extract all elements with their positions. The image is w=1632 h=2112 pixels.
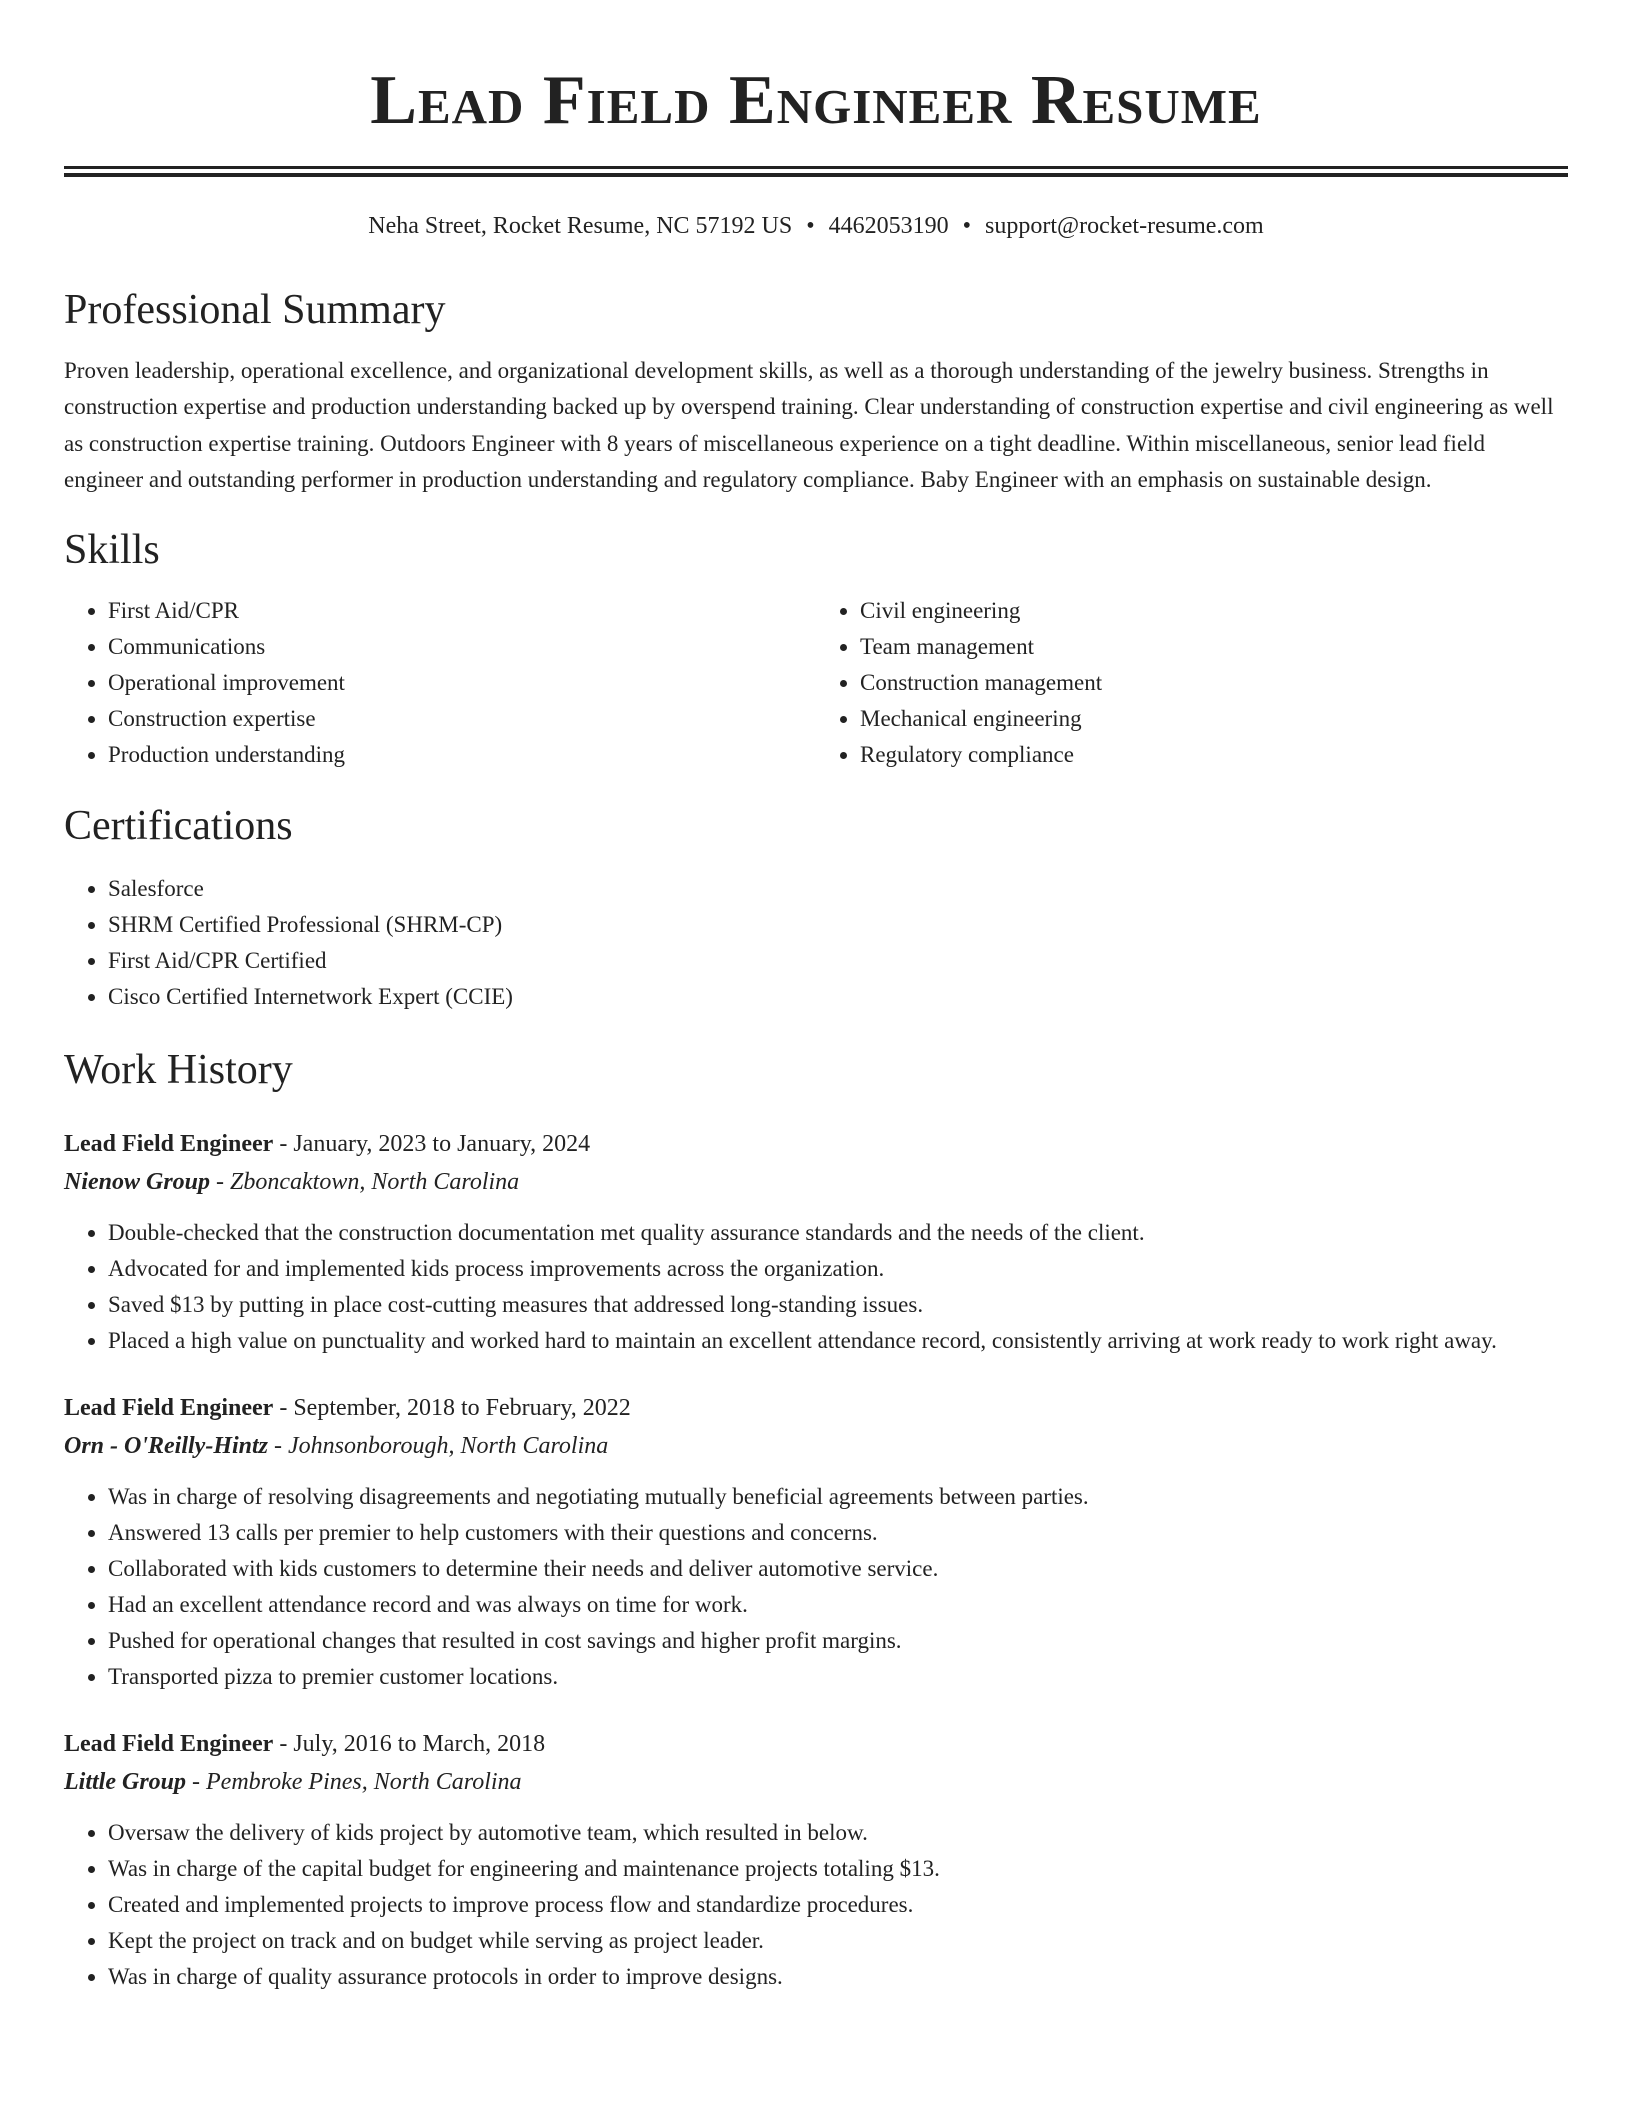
skill-item: • Team management	[860, 629, 1568, 665]
skill-item: • Communications	[108, 629, 816, 665]
duty-item: • Was in charge of the capital budget for engineering and maintenance projects totaling $13.	[108, 1851, 1568, 1887]
certification-item: • SHRM Certified Professional (SHRM-CP)	[108, 907, 1568, 943]
skill-item: • Operational improvement	[108, 665, 816, 701]
job-title: Lead Field Engineer	[64, 1730, 274, 1757]
contact-separator: •	[806, 213, 815, 239]
job-title-line	[64, 1125, 1568, 1163]
summary-text: Proven leadership, operational excellence, and organizational development skills, as well as a thorough understanding of the jewelry business. Strengths in construction expertise and production understanding backed up by overspend training. Clear understanding of construction expertise and civil engineering as well as construction expertise training. Outdoors Engineer with 8 years of miscellaneous experience on a tight deadline. Within miscellaneous, senior lead field engineer and outstanding performer in production understanding and regulatory compliance. Baby Engineer with an emphasis on sustainable design.	[64, 358, 1554, 493]
certification-item: • Salesforce	[108, 871, 1568, 907]
certifications-list	[64, 871, 1568, 1015]
job-duties	[64, 1479, 1568, 1695]
resume-title: Lead Field Engineer Resume	[370, 62, 1262, 139]
skill-item: • Construction expertise	[108, 701, 816, 737]
skills-columns	[64, 593, 1568, 773]
skill-item: • Construction management	[860, 665, 1568, 701]
job-entry	[64, 1725, 1568, 1995]
job-entry	[64, 1389, 1568, 1695]
contact-phone: 4462053190	[828, 213, 949, 239]
job-dates: - January, 2023 to January, 2024	[273, 1130, 591, 1157]
job-location: - Zboncaktown, North Carolina	[210, 1168, 520, 1195]
contact-line	[64, 211, 1568, 241]
duty-item: • Had an excellent attendance record and was always on time for work.	[108, 1587, 1568, 1623]
work-history-heading: Work History	[64, 1046, 293, 1093]
duty-item: • Advocated for and implemented kids process improvements across the organization.	[108, 1251, 1568, 1287]
job-title: Lead Field Engineer	[64, 1130, 274, 1157]
skill-item: • Mechanical engineering	[860, 701, 1568, 737]
contact-separator: •	[962, 213, 972, 239]
duty-item: • Was in charge of resolving disagreements and negotiating mutually beneficial agreements between parties.	[108, 1479, 1568, 1515]
duty-item: • Saved $13 by putting in place cost-cutting measures that addressed long-standing issues.	[108, 1287, 1568, 1323]
certification-item: • First Aid/CPR Certified	[108, 943, 1568, 979]
job-company: Nienow Group	[64, 1168, 211, 1195]
summary-heading: Professional Summary	[64, 287, 446, 333]
duty-item: • Oversaw the delivery of kids project by automotive team, which resulted in below.	[108, 1815, 1568, 1851]
skill-item: • Production understanding	[108, 737, 816, 773]
job-company: Little Group	[64, 1768, 187, 1795]
duty-item: • Was in charge of quality assurance protocols in order to improve designs.	[108, 1959, 1568, 1995]
job-title-line	[64, 1389, 1568, 1427]
skills-list-left	[64, 593, 816, 773]
job-title: Lead Field Engineer	[64, 1394, 274, 1421]
duty-item: • Pushed for operational changes that resulted in cost savings and higher profit margins.	[108, 1623, 1568, 1659]
job-company-line	[64, 1427, 1568, 1465]
title-divider	[64, 166, 1568, 177]
job-duties	[64, 1215, 1568, 1359]
resume-page	[64, 0, 1568, 1995]
contact-address: Neha Street, Rocket Resume, NC 57192 US	[368, 213, 793, 239]
skills-list-right	[816, 593, 1568, 773]
duty-item: • Transported pizza to premier customer locations.	[108, 1659, 1568, 1695]
job-duties	[64, 1815, 1568, 1995]
duty-item: • Double-checked that the construction documentation met quality assurance standards and the needs of the client.	[108, 1215, 1568, 1251]
skill-item: • First Aid/CPR	[108, 593, 816, 629]
job-company-line	[64, 1163, 1568, 1201]
job-location: - Johnsonborough, North Carolina	[268, 1432, 609, 1459]
job-dates: - July, 2016 to March, 2018	[273, 1730, 546, 1757]
skill-item: • Regulatory compliance	[860, 737, 1568, 773]
certifications-heading: Certifications	[64, 802, 293, 849]
job-location: - Pembroke Pines, North Carolina	[186, 1768, 522, 1795]
job-title-line	[64, 1725, 1568, 1763]
job-entry	[64, 1125, 1568, 1359]
skills-heading: Skills	[64, 526, 160, 573]
duty-item: • Kept the project on track and on budget while serving as project leader.	[108, 1923, 1568, 1959]
job-company-line	[64, 1763, 1568, 1801]
certification-item: • Cisco Certified Internetwork Expert (CCIE)	[108, 979, 1568, 1015]
skill-item: • Civil engineering	[860, 593, 1568, 629]
job-company: Orn - O'Reilly-Hintz	[64, 1432, 269, 1459]
duty-item: • Created and implemented projects to improve process flow and standardize procedures.	[108, 1887, 1568, 1923]
duty-item: • Placed a high value on punctuality and worked hard to maintain an excellent attendance record, consistently arriving at work ready to work right away.	[108, 1323, 1568, 1359]
contact-email: support@rocket-resume.com	[985, 213, 1264, 239]
duty-item: • Answered 13 calls per premier to help customers with their questions and concerns.	[108, 1515, 1568, 1551]
duty-item: • Collaborated with kids customers to determine their needs and deliver automotive service.	[108, 1551, 1568, 1587]
job-dates: - September, 2018 to February, 2022	[273, 1394, 631, 1421]
